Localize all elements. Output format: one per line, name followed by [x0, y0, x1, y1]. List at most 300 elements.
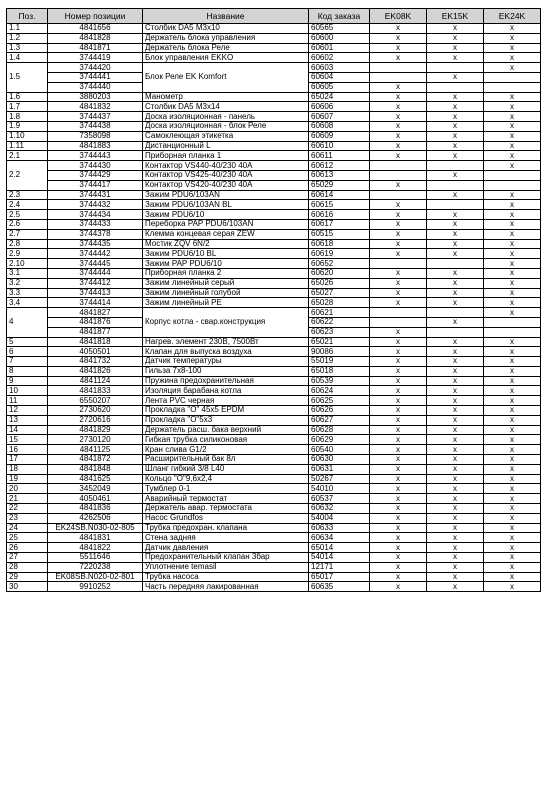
ek08k-mark: x [370, 43, 427, 53]
ek24k-mark [484, 72, 541, 82]
ek15k-mark: x [427, 523, 484, 533]
ek15k-mark: x [427, 219, 484, 229]
part-name-cell: Трубка предохран. клапана [143, 523, 309, 533]
order-code-cell: 90086 [309, 347, 370, 357]
position-cell: 17 [7, 455, 48, 465]
order-code-cell: 65024 [309, 92, 370, 102]
parts-table [6, 8, 541, 592]
ek08k-mark: x [370, 288, 427, 298]
ek15k-mark: x [427, 406, 484, 416]
ek24k-mark: x [484, 308, 541, 318]
part-name-cell: Пружина предохранительная [143, 376, 309, 386]
ek15k-mark: x [427, 141, 484, 151]
table-row [7, 543, 541, 553]
ek15k-mark: x [427, 268, 484, 278]
part-name-cell: Приборная планка 2 [143, 268, 309, 278]
ek24k-mark: x [484, 543, 541, 553]
header-name: Название [143, 9, 309, 24]
ek15k-mark: x [427, 337, 484, 347]
part-number-cell: 4841872 [48, 455, 143, 465]
part-number-cell: 3744437 [48, 112, 143, 122]
part-name-cell: Блок управления EKKO [143, 53, 309, 63]
part-number-cell: 4841833 [48, 386, 143, 396]
table-row [7, 533, 541, 543]
order-code-cell: 60628 [309, 425, 370, 435]
order-code-cell: 60610 [309, 141, 370, 151]
ek08k-mark [370, 190, 427, 200]
order-code-cell: 60539 [309, 376, 370, 386]
part-number-cell: 4841124 [48, 376, 143, 386]
ek24k-mark: x [484, 455, 541, 465]
part-name-cell: Мостик ZQV 6N/2 [143, 239, 309, 249]
ek15k-mark: x [427, 112, 484, 122]
ek15k-mark [427, 63, 484, 73]
ek08k-mark [370, 170, 427, 180]
part-number-cell: 3744434 [48, 210, 143, 220]
position-cell: 2.8 [7, 239, 48, 249]
order-code-cell: 65027 [309, 288, 370, 298]
ek15k-mark: x [427, 288, 484, 298]
table-row [7, 24, 541, 34]
ek08k-mark: x [370, 92, 427, 102]
table-row [7, 180, 541, 190]
ek24k-mark: x [484, 63, 541, 73]
order-code-cell: 54010 [309, 484, 370, 494]
position-cell: 3.1 [7, 268, 48, 278]
position-cell: 1.4 [7, 53, 48, 63]
position-cell: 29 [7, 572, 48, 582]
order-code-cell: 60604 [309, 72, 370, 82]
ek08k-mark [370, 161, 427, 171]
part-number-cell: 4050501 [48, 347, 143, 357]
ek24k-mark: x [484, 366, 541, 376]
order-code-cell: 60612 [309, 161, 370, 171]
part-name-cell: Контактор VS420-40/230 40A [143, 180, 309, 190]
ek08k-mark: x [370, 180, 427, 190]
table-body [7, 24, 541, 592]
ek15k-mark: x [427, 121, 484, 131]
ek24k-mark: x [484, 337, 541, 347]
table-row [7, 513, 541, 523]
table-row [7, 288, 541, 298]
position-cell: 15 [7, 435, 48, 445]
position-cell: 25 [7, 533, 48, 543]
ek24k-mark: x [484, 504, 541, 514]
table-row [7, 582, 541, 592]
order-code-cell: 65014 [309, 543, 370, 553]
position-cell: 2.3 [7, 190, 48, 200]
part-name-cell: Уплотнение temasil [143, 562, 309, 572]
ek08k-mark: x [370, 82, 427, 92]
ek15k-mark: x [427, 92, 484, 102]
ek08k-mark [370, 63, 427, 73]
ek08k-mark: x [370, 24, 427, 34]
ek24k-mark: x [484, 259, 541, 269]
ek08k-mark: x [370, 151, 427, 161]
position-cell: 26 [7, 543, 48, 553]
ek24k-mark: x [484, 24, 541, 34]
position-cell: 3.4 [7, 298, 48, 308]
part-name-cell: Держатель блока управления [143, 33, 309, 43]
table-row [7, 396, 541, 406]
ek15k-mark: x [427, 357, 484, 367]
ek08k-mark: x [370, 572, 427, 582]
ek24k-mark: x [484, 219, 541, 229]
ek08k-mark: x [370, 533, 427, 543]
part-name-cell: Блок Реле EK Komfort [143, 63, 309, 92]
ek24k-mark [484, 82, 541, 92]
order-code-cell: 60611 [309, 151, 370, 161]
ek24k-mark [484, 180, 541, 190]
order-code-cell: 60635 [309, 582, 370, 592]
ek24k-mark: x [484, 513, 541, 523]
ek15k-mark: x [427, 376, 484, 386]
ek24k-mark: x [484, 229, 541, 239]
header-number: Номер позиции [48, 9, 143, 24]
header-ek24k: EK24K [484, 9, 541, 24]
part-number-cell: 4841828 [48, 33, 143, 43]
position-cell: 8 [7, 366, 48, 376]
ek15k-mark: x [427, 553, 484, 563]
part-name-cell: Аварийный термостат [143, 494, 309, 504]
order-code-cell: 60624 [309, 386, 370, 396]
ek08k-mark: x [370, 494, 427, 504]
order-code-cell: 60614 [309, 190, 370, 200]
ek08k-mark: x [370, 386, 427, 396]
part-number-cell: 3744431 [48, 190, 143, 200]
order-code-cell: 60632 [309, 504, 370, 514]
part-name-cell: Столбик DA5 M3x14 [143, 102, 309, 112]
part-name-cell: Зажим линейный голубой [143, 288, 309, 298]
part-name-cell: Прокладка "О"5x3 [143, 415, 309, 425]
ek24k-mark: x [484, 494, 541, 504]
part-number-cell: 4841829 [48, 425, 143, 435]
ek15k-mark: x [427, 151, 484, 161]
part-name-cell: Трубка насоса [143, 572, 309, 582]
part-number-cell: 4841883 [48, 141, 143, 151]
ek08k-mark: x [370, 278, 427, 288]
part-number-cell: 3452049 [48, 484, 143, 494]
part-number-cell: 4841822 [48, 543, 143, 553]
part-name-cell: Предохранительный клапан 3бар [143, 553, 309, 563]
ek24k-mark: x [484, 121, 541, 131]
table-row [7, 229, 541, 239]
ek24k-mark: x [484, 562, 541, 572]
order-code-cell: 65021 [309, 337, 370, 347]
ek15k-mark: x [427, 533, 484, 543]
part-name-cell: Зажим PDU6/103AN [143, 190, 309, 200]
part-number-cell: 3744445 [48, 259, 143, 269]
ek24k-mark: x [484, 357, 541, 367]
table-row [7, 170, 541, 180]
ek15k-mark: x [427, 102, 484, 112]
ek24k-mark: x [484, 200, 541, 210]
ek24k-mark: x [484, 33, 541, 43]
part-number-cell: 3744417 [48, 180, 143, 190]
ek08k-mark: x [370, 562, 427, 572]
part-number-cell: 3744413 [48, 288, 143, 298]
position-cell: 28 [7, 562, 48, 572]
ek24k-mark: x [484, 53, 541, 63]
ek15k-mark [427, 82, 484, 92]
position-cell: 2.5 [7, 210, 48, 220]
table-row [7, 366, 541, 376]
ek15k-mark: x [427, 131, 484, 141]
part-name-cell: Стена задняя [143, 533, 309, 543]
order-code-cell: 60626 [309, 406, 370, 416]
order-code-cell: 60630 [309, 455, 370, 465]
ek24k-mark: x [484, 268, 541, 278]
ek15k-mark: x [427, 425, 484, 435]
part-number-cell: 9910252 [48, 582, 143, 592]
ek24k-mark: x [484, 161, 541, 171]
order-code-cell: 60629 [309, 435, 370, 445]
ek24k-mark: x [484, 102, 541, 112]
table-row [7, 219, 541, 229]
part-number-cell: 4841876 [48, 317, 143, 327]
ek08k-mark: x [370, 229, 427, 239]
ek08k-mark: x [370, 112, 427, 122]
part-number-cell: 3880203 [48, 92, 143, 102]
table-row [7, 210, 541, 220]
part-name-cell: Нагрев. элемент 230В, 7500Вт [143, 337, 309, 347]
ek15k-mark: x [427, 239, 484, 249]
table-row [7, 259, 541, 269]
order-code-cell: 60620 [309, 268, 370, 278]
table-row [7, 249, 541, 259]
part-name-cell: Зажим линейный PE [143, 298, 309, 308]
part-number-cell: 3744419 [48, 53, 143, 63]
part-number-cell: 2730620 [48, 406, 143, 416]
part-name-cell: Прокладка "О" 45x5 EPDM [143, 406, 309, 416]
ek15k-mark: x [427, 366, 484, 376]
ek08k-mark: x [370, 239, 427, 249]
ek24k-mark: x [484, 396, 541, 406]
ek15k-mark: x [427, 386, 484, 396]
part-name-cell: Контактор VS425-40/230 40A [143, 170, 309, 180]
part-name-cell: Зажим PAP PDU6/10 [143, 259, 309, 269]
part-name-cell: Гильза 7x8-100 [143, 366, 309, 376]
part-name-cell: Дистанционный L [143, 141, 309, 151]
position-cell: 5 [7, 337, 48, 347]
position-cell: 1.8 [7, 112, 48, 122]
part-name-cell: Доска изоляционная - блок Реле [143, 121, 309, 131]
part-number-cell: 3744432 [48, 200, 143, 210]
ek08k-mark: x [370, 366, 427, 376]
part-name-cell: Приборная планка 1 [143, 151, 309, 161]
ek24k-mark: x [484, 572, 541, 582]
position-cell: 21 [7, 494, 48, 504]
table-row [7, 523, 541, 533]
table-row [7, 572, 541, 582]
ek24k-mark: x [484, 151, 541, 161]
order-code-cell: 65029 [309, 180, 370, 190]
ek15k-mark [427, 308, 484, 318]
order-code-cell: 60613 [309, 170, 370, 180]
ek15k-mark: x [427, 278, 484, 288]
ek24k-mark [484, 317, 541, 327]
table-row [7, 562, 541, 572]
header-ek15k: EK15K [427, 9, 484, 24]
ek24k-mark: x [484, 131, 541, 141]
ek15k-mark: x [427, 435, 484, 445]
order-code-cell: 60652 [309, 259, 370, 269]
part-number-cell: 3744442 [48, 249, 143, 259]
ek15k-mark: x [427, 572, 484, 582]
part-number-cell: 3744378 [48, 229, 143, 239]
position-cell: 6 [7, 347, 48, 357]
table-row [7, 190, 541, 200]
table-row [7, 406, 541, 416]
ek24k-mark: x [484, 210, 541, 220]
ek08k-mark: x [370, 415, 427, 425]
ek24k-mark: x [484, 298, 541, 308]
order-code-cell: 65028 [309, 298, 370, 308]
table-row [7, 141, 541, 151]
table-row [7, 131, 541, 141]
ek15k-mark: x [427, 543, 484, 553]
position-cell: 2.6 [7, 219, 48, 229]
ek15k-mark: x [427, 415, 484, 425]
table-row [7, 464, 541, 474]
ek24k-mark: x [484, 435, 541, 445]
ek15k-mark [427, 180, 484, 190]
order-code-cell: 60565 [309, 24, 370, 34]
ek15k-mark: x [427, 347, 484, 357]
table-row [7, 161, 541, 171]
table-row [7, 484, 541, 494]
ek24k-mark: x [484, 445, 541, 455]
ek24k-mark: x [484, 239, 541, 249]
position-cell: 2.7 [7, 229, 48, 239]
table-row [7, 425, 541, 435]
ek24k-mark: x [484, 464, 541, 474]
position-cell: 30 [7, 582, 48, 592]
ek15k-mark: x [427, 445, 484, 455]
ek08k-mark: x [370, 33, 427, 43]
table-row [7, 347, 541, 357]
ek08k-mark: x [370, 200, 427, 210]
part-number-cell: 3744420 [48, 63, 143, 73]
order-code-cell: 60621 [309, 308, 370, 318]
position-cell: 1.7 [7, 102, 48, 112]
order-code-cell: 60622 [309, 317, 370, 327]
ek15k-mark: x [427, 396, 484, 406]
ek15k-mark [427, 200, 484, 210]
order-code-cell: 60615 [309, 200, 370, 210]
table-row [7, 33, 541, 43]
part-name-cell: Расширительный бак 8л [143, 455, 309, 465]
ek15k-mark: x [427, 210, 484, 220]
ek15k-mark [427, 161, 484, 171]
part-number-cell: 2730120 [48, 435, 143, 445]
table-row [7, 53, 541, 63]
part-name-cell: Изоляция барабана котла [143, 386, 309, 396]
order-code-cell: 60515 [309, 229, 370, 239]
order-code-cell: 60617 [309, 219, 370, 229]
ek15k-mark: x [427, 53, 484, 63]
ek08k-mark [370, 317, 427, 327]
position-cell: 2.10 [7, 259, 48, 269]
parts-list-page [6, 8, 541, 592]
ek08k-mark [370, 72, 427, 82]
part-number-cell: EK08SB.N020-02-801 [48, 572, 143, 582]
part-number-cell: EK24SB.N030-02-805 [48, 523, 143, 533]
ek08k-mark: x [370, 327, 427, 337]
position-cell: 3.3 [7, 288, 48, 298]
part-name-cell: Переборка PAP PDU6/103AN [143, 219, 309, 229]
position-cell: 9 [7, 376, 48, 386]
table-row [7, 494, 541, 504]
part-name-cell: Клемма концевая серая ZEW [143, 229, 309, 239]
header-pos: Поз. [7, 9, 48, 24]
table-row [7, 200, 541, 210]
table-row [7, 386, 541, 396]
part-number-cell: 7220238 [48, 562, 143, 572]
ek08k-mark: x [370, 53, 427, 63]
ek24k-mark: x [484, 582, 541, 592]
position-cell: 1.9 [7, 121, 48, 131]
order-code-cell: 60602 [309, 53, 370, 63]
table-row [7, 268, 541, 278]
order-code-cell: 60600 [309, 33, 370, 43]
ek24k-mark: x [484, 523, 541, 533]
order-code-cell: 60605 [309, 82, 370, 92]
part-name-cell: Столбик DA5 M3x10 [143, 24, 309, 34]
part-number-cell: 3744444 [48, 268, 143, 278]
order-code-cell: 12171 [309, 562, 370, 572]
order-code-cell: 60618 [309, 239, 370, 249]
part-number-cell: 3744438 [48, 121, 143, 131]
ek24k-mark: x [484, 190, 541, 200]
part-number-cell: 4841625 [48, 474, 143, 484]
ek08k-mark [370, 259, 427, 269]
table-row [7, 308, 541, 318]
position-cell: 14 [7, 425, 48, 435]
part-name-cell: Лента PVC черная [143, 396, 309, 406]
ek08k-mark: x [370, 219, 427, 229]
part-name-cell: Держатель авар. термостата [143, 504, 309, 514]
ek15k-mark [427, 259, 484, 269]
part-name-cell: Датчик давления [143, 543, 309, 553]
part-name-cell: Манометр [143, 92, 309, 102]
order-code-cell: 60623 [309, 327, 370, 337]
ek08k-mark: x [370, 513, 427, 523]
order-code-cell: 60603 [309, 63, 370, 73]
header-code: Код заказа [309, 9, 370, 24]
part-name-cell: Зажим PDU6/10 [143, 210, 309, 220]
ek08k-mark: x [370, 121, 427, 131]
table-row [7, 121, 541, 131]
part-name-cell: Кран слива G1/2 [143, 445, 309, 455]
order-code-cell: 60606 [309, 102, 370, 112]
position-cell: 23 [7, 513, 48, 523]
part-number-cell: 3744433 [48, 219, 143, 229]
table-header-row [7, 9, 541, 24]
table-row [7, 43, 541, 53]
ek24k-mark: x [484, 415, 541, 425]
ek08k-mark: x [370, 268, 427, 278]
part-number-cell: 4841125 [48, 445, 143, 455]
part-name-cell: Корпус котла - свар.конструкция [143, 308, 309, 337]
position-cell: 3.2 [7, 278, 48, 288]
order-code-cell: 60609 [309, 131, 370, 141]
header-ek08k: EK08K [370, 9, 427, 24]
ek08k-mark: x [370, 425, 427, 435]
ek15k-mark: x [427, 229, 484, 239]
ek08k-mark: x [370, 396, 427, 406]
part-number-cell: 5511646 [48, 553, 143, 563]
